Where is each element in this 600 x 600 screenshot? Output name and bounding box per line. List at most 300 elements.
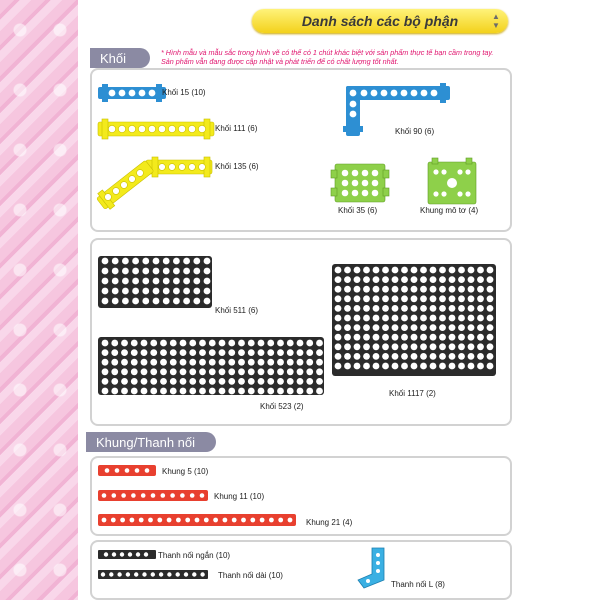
- block-hole: [430, 334, 437, 341]
- block-hole: [150, 359, 157, 366]
- block-hole: [458, 267, 465, 274]
- label-khoi-90: Khối 90 (6): [395, 127, 435, 136]
- scroll-arrows-icon[interactable]: [490, 12, 502, 30]
- block-hole: [401, 286, 408, 293]
- block-hole: [316, 340, 323, 347]
- block-hole: [430, 295, 437, 302]
- block-hole: [344, 295, 351, 302]
- block-hole: [267, 388, 274, 395]
- block-hole: [102, 493, 107, 498]
- block-hole: [153, 278, 160, 285]
- block-hole: [163, 268, 170, 275]
- khung-mo-to-image: [426, 158, 478, 206]
- block-hole: [102, 278, 109, 285]
- block-hole: [189, 340, 196, 347]
- block-hole: [373, 315, 380, 322]
- block-hole: [439, 353, 446, 360]
- block-hole: [411, 343, 418, 350]
- block-hole: [170, 359, 177, 366]
- block-hole: [449, 305, 456, 312]
- block-hole: [160, 349, 167, 356]
- block-hole: [141, 349, 148, 356]
- block-hole: [142, 258, 149, 265]
- block-hole: [335, 315, 342, 322]
- label-khoi-523: Khối 523 (2): [260, 402, 304, 411]
- block-hole: [439, 334, 446, 341]
- block-hole: [335, 343, 342, 350]
- block-hole: [160, 378, 167, 385]
- khoi-135-block-image: [96, 155, 216, 210]
- block-hole: [258, 359, 265, 366]
- block-hole: [401, 305, 408, 312]
- block-hole: [468, 305, 475, 312]
- label-khoi-1117: Khối 1117 (2): [389, 389, 436, 398]
- block-hole: [363, 363, 370, 370]
- block-hole: [199, 359, 206, 366]
- block-hole: [363, 295, 370, 302]
- block-hole: [170, 340, 177, 347]
- block-hole: [373, 286, 380, 293]
- block-hole: [430, 286, 437, 293]
- block-hole: [287, 340, 294, 347]
- block-hole: [248, 388, 255, 395]
- disclaimer-note: * Hình mẫu và mẫu sắc trong hình vẽ có thể có 1 chút khác biệt với sản phẩm thực tế bạn cầm trong tay. Sản phẩm vẫn đang được cập nhật và phát triển để có chất lượng tốt nhất.: [161, 48, 494, 66]
- khoi-35-block-image: [331, 160, 389, 206]
- block-hole: [163, 288, 170, 295]
- block-hole: [392, 295, 399, 302]
- block-hole: [392, 286, 399, 293]
- block-hole: [204, 278, 211, 285]
- block-hole: [458, 343, 465, 350]
- block-hole: [354, 353, 361, 360]
- block-hole: [449, 363, 456, 370]
- block-hole: [102, 298, 109, 305]
- block-hole: [189, 378, 196, 385]
- block-hole: [344, 305, 351, 312]
- block-hole: [111, 359, 118, 366]
- block-hole: [373, 267, 380, 274]
- block-hole: [439, 305, 446, 312]
- block-hole: [160, 359, 167, 366]
- block-hole: [141, 340, 148, 347]
- block-hole: [267, 340, 274, 347]
- block-hole: [373, 334, 380, 341]
- block-hole: [392, 267, 399, 274]
- block-hole: [458, 363, 465, 370]
- block-hole: [487, 267, 494, 274]
- block-hole: [112, 258, 119, 265]
- block-hole: [439, 363, 446, 370]
- block-hole: [101, 572, 105, 576]
- block-hole: [134, 572, 138, 576]
- block-hole: [411, 276, 418, 283]
- block-hole: [373, 276, 380, 283]
- block-hole: [306, 349, 313, 356]
- block-hole: [142, 278, 149, 285]
- block-hole: [287, 359, 294, 366]
- block-hole: [199, 368, 206, 375]
- block-hole: [150, 349, 157, 356]
- block-hole: [420, 276, 427, 283]
- block-hole: [458, 334, 465, 341]
- block-hole: [204, 288, 211, 295]
- block-hole: [170, 378, 177, 385]
- block-hole: [131, 368, 138, 375]
- block-hole: [141, 378, 148, 385]
- block-hole: [411, 324, 418, 331]
- block-hole: [121, 493, 126, 498]
- page-title-banner: [252, 9, 508, 33]
- block-hole: [392, 343, 399, 350]
- block-hole: [373, 295, 380, 302]
- block-hole: [477, 267, 484, 274]
- block-hole: [142, 268, 149, 275]
- block-hole: [344, 363, 351, 370]
- block-hole: [487, 334, 494, 341]
- block-hole: [192, 572, 196, 576]
- block-hole: [468, 276, 475, 283]
- block-hole: [250, 518, 255, 523]
- block-hole: [449, 267, 456, 274]
- block-hole: [363, 353, 370, 360]
- block-hole: [373, 343, 380, 350]
- block-hole: [238, 340, 245, 347]
- block-hole: [199, 388, 206, 395]
- block-hole: [288, 518, 293, 523]
- block-hole: [183, 268, 190, 275]
- block-hole: [335, 363, 342, 370]
- block-hole: [132, 298, 139, 305]
- block-hole: [258, 388, 265, 395]
- block-hole: [238, 388, 245, 395]
- block-hole: [344, 353, 351, 360]
- block-hole: [160, 340, 167, 347]
- block-hole: [354, 286, 361, 293]
- block-hole: [269, 518, 274, 523]
- block-hole: [420, 343, 427, 350]
- block-hole: [109, 572, 113, 576]
- block-hole: [131, 388, 138, 395]
- block-hole: [382, 324, 389, 331]
- block-hole: [183, 298, 190, 305]
- block-hole: [344, 324, 351, 331]
- block-hole: [209, 340, 216, 347]
- block-hole: [199, 349, 206, 356]
- block-hole: [487, 286, 494, 293]
- block-hole: [132, 278, 139, 285]
- block-hole: [411, 305, 418, 312]
- khung-21-image: [98, 514, 298, 528]
- block-hole: [193, 258, 200, 265]
- block-hole: [363, 324, 370, 331]
- block-hole: [238, 368, 245, 375]
- block-hole: [392, 324, 399, 331]
- block-hole: [306, 378, 313, 385]
- block-hole: [121, 368, 128, 375]
- block-hole: [159, 572, 163, 576]
- label-khoi-35: Khối 35 (6): [338, 206, 378, 215]
- block-hole: [354, 343, 361, 350]
- block-hole: [228, 340, 235, 347]
- block-hole: [344, 286, 351, 293]
- block-hole: [163, 258, 170, 265]
- block-hole: [170, 349, 177, 356]
- block-hole: [267, 378, 274, 385]
- block-hole: [420, 353, 427, 360]
- block-hole: [392, 305, 399, 312]
- block-hole: [209, 388, 216, 395]
- block-hole: [411, 315, 418, 322]
- block-hole: [354, 315, 361, 322]
- block-hole: [173, 268, 180, 275]
- block-hole: [102, 349, 109, 356]
- block-hole: [335, 295, 342, 302]
- block-hole: [248, 368, 255, 375]
- block-hole: [151, 493, 156, 498]
- block-hole: [373, 353, 380, 360]
- block-hole: [200, 493, 205, 498]
- block-hole: [139, 518, 144, 523]
- arrow-up-icon[interactable]: ▲: [492, 12, 500, 21]
- block-hole: [335, 334, 342, 341]
- block-hole: [111, 340, 118, 347]
- block-hole: [209, 359, 216, 366]
- block-hole: [382, 295, 389, 302]
- block-hole: [180, 340, 187, 347]
- block-hole: [132, 288, 139, 295]
- block-hole: [411, 363, 418, 370]
- block-hole: [277, 349, 284, 356]
- block-hole: [122, 258, 129, 265]
- block-hole: [199, 378, 206, 385]
- block-hole: [163, 298, 170, 305]
- block-hole: [363, 276, 370, 283]
- label-khoi-135: Khối 135 (6): [215, 162, 259, 171]
- block-hole: [430, 353, 437, 360]
- block-hole: [392, 334, 399, 341]
- block-hole: [142, 288, 149, 295]
- block-hole: [430, 324, 437, 331]
- block-hole: [160, 388, 167, 395]
- block-hole: [141, 359, 148, 366]
- block-hole: [195, 518, 200, 523]
- block-hole: [258, 378, 265, 385]
- block-hole: [449, 343, 456, 350]
- block-hole: [248, 340, 255, 347]
- block-hole: [248, 349, 255, 356]
- block-hole: [122, 268, 129, 275]
- block-hole: [183, 288, 190, 295]
- block-hole: [223, 518, 228, 523]
- block-hole: [401, 363, 408, 370]
- block-hole: [170, 493, 175, 498]
- block-hole: [382, 305, 389, 312]
- block-hole: [248, 359, 255, 366]
- block-hole: [278, 518, 283, 523]
- block-hole: [382, 315, 389, 322]
- block-hole: [401, 343, 408, 350]
- block-hole: [121, 349, 128, 356]
- block-hole: [131, 493, 136, 498]
- block-hole: [232, 518, 237, 523]
- block-hole: [277, 368, 284, 375]
- block-hole: [277, 359, 284, 366]
- block-hole: [111, 388, 118, 395]
- block-hole: [401, 353, 408, 360]
- block-hole: [193, 288, 200, 295]
- block-hole: [238, 359, 245, 366]
- block-hole: [420, 315, 427, 322]
- thanh-noi-l-image: [356, 546, 390, 590]
- block-hole: [420, 286, 427, 293]
- block-hole: [121, 359, 128, 366]
- block-hole: [260, 518, 265, 523]
- block-hole: [382, 286, 389, 293]
- block-hole: [401, 315, 408, 322]
- label-thanh-noi-dai: Thanh nối dài (10): [218, 571, 283, 580]
- block-hole: [468, 334, 475, 341]
- block-hole: [392, 353, 399, 360]
- block-hole: [148, 518, 153, 523]
- block-hole: [449, 315, 456, 322]
- block-hole: [420, 324, 427, 331]
- block-hole: [176, 518, 181, 523]
- block-hole: [131, 349, 138, 356]
- block-hole: [183, 258, 190, 265]
- block-hole: [199, 340, 206, 347]
- block-hole: [150, 388, 157, 395]
- block-hole: [306, 388, 313, 395]
- block-hole: [401, 276, 408, 283]
- block-hole: [354, 276, 361, 283]
- block-hole: [477, 324, 484, 331]
- block-hole: [180, 378, 187, 385]
- block-hole: [439, 286, 446, 293]
- block-hole: [363, 334, 370, 341]
- block-hole: [267, 359, 274, 366]
- khoi-15-block-image: [98, 84, 168, 102]
- label-thanh-noi-l: Thanh nối L (8): [391, 580, 445, 589]
- block-hole: [219, 340, 226, 347]
- block-hole: [458, 286, 465, 293]
- block-hole: [193, 298, 200, 305]
- block-hole: [141, 388, 148, 395]
- block-hole: [373, 324, 380, 331]
- block-hole: [420, 305, 427, 312]
- block-hole: [117, 572, 121, 576]
- block-hole: [344, 343, 351, 350]
- block-hole: [248, 378, 255, 385]
- block-hole: [297, 388, 304, 395]
- block-hole: [189, 388, 196, 395]
- block-hole: [267, 349, 274, 356]
- page-title: Danh sách các bộ phận: [301, 13, 459, 29]
- block-hole: [180, 349, 187, 356]
- block-hole: [150, 340, 157, 347]
- block-hole: [411, 267, 418, 274]
- block-hole: [477, 305, 484, 312]
- block-hole: [477, 315, 484, 322]
- block-hole: [112, 278, 119, 285]
- block-hole: [401, 295, 408, 302]
- label-khung-21: Khung 21 (4): [306, 518, 353, 527]
- block-hole: [204, 268, 211, 275]
- block-hole: [477, 343, 484, 350]
- block-hole: [306, 368, 313, 375]
- block-hole: [267, 368, 274, 375]
- block-hole: [176, 572, 180, 576]
- block-hole: [449, 353, 456, 360]
- block-hole: [112, 298, 119, 305]
- block-hole: [449, 276, 456, 283]
- block-hole: [121, 340, 128, 347]
- block-hole: [277, 340, 284, 347]
- block-hole: [153, 288, 160, 295]
- section-tag-khoi: Khối: [90, 48, 150, 68]
- khoi-1117-block-image: [330, 262, 498, 378]
- block-hole: [487, 305, 494, 312]
- block-hole: [363, 315, 370, 322]
- block-hole: [420, 295, 427, 302]
- block-hole: [228, 359, 235, 366]
- block-hole: [157, 518, 162, 523]
- block-hole: [297, 359, 304, 366]
- block-hole: [102, 368, 109, 375]
- block-hole: [382, 343, 389, 350]
- block-hole: [487, 315, 494, 322]
- block-hole: [287, 349, 294, 356]
- block-hole: [183, 278, 190, 285]
- khung-5-image: [98, 465, 158, 477]
- block-hole: [468, 353, 475, 360]
- block-hole: [193, 278, 200, 285]
- block-hole: [487, 276, 494, 283]
- block-hole: [258, 368, 265, 375]
- block-hole: [228, 368, 235, 375]
- block-hole: [468, 324, 475, 331]
- block-hole: [344, 276, 351, 283]
- block-hole: [430, 315, 437, 322]
- arrow-down-icon[interactable]: ▼: [492, 21, 500, 30]
- block-hole: [120, 518, 125, 523]
- block-hole: [306, 359, 313, 366]
- block-hole: [258, 349, 265, 356]
- block-hole: [392, 363, 399, 370]
- block-hole: [449, 286, 456, 293]
- block-hole: [189, 359, 196, 366]
- block-hole: [439, 324, 446, 331]
- block-hole: [163, 278, 170, 285]
- block-hole: [204, 518, 209, 523]
- block-hole: [102, 359, 109, 366]
- block-hole: [180, 368, 187, 375]
- block-hole: [258, 340, 265, 347]
- block-hole: [150, 368, 157, 375]
- block-hole: [363, 286, 370, 293]
- block-hole: [468, 295, 475, 302]
- block-hole: [316, 359, 323, 366]
- block-hole: [487, 363, 494, 370]
- block-hole: [468, 267, 475, 274]
- block-hole: [132, 258, 139, 265]
- block-hole: [209, 368, 216, 375]
- block-hole: [468, 363, 475, 370]
- block-hole: [238, 378, 245, 385]
- block-hole: [344, 315, 351, 322]
- block-hole: [153, 258, 160, 265]
- block-hole: [173, 278, 180, 285]
- block-hole: [184, 572, 188, 576]
